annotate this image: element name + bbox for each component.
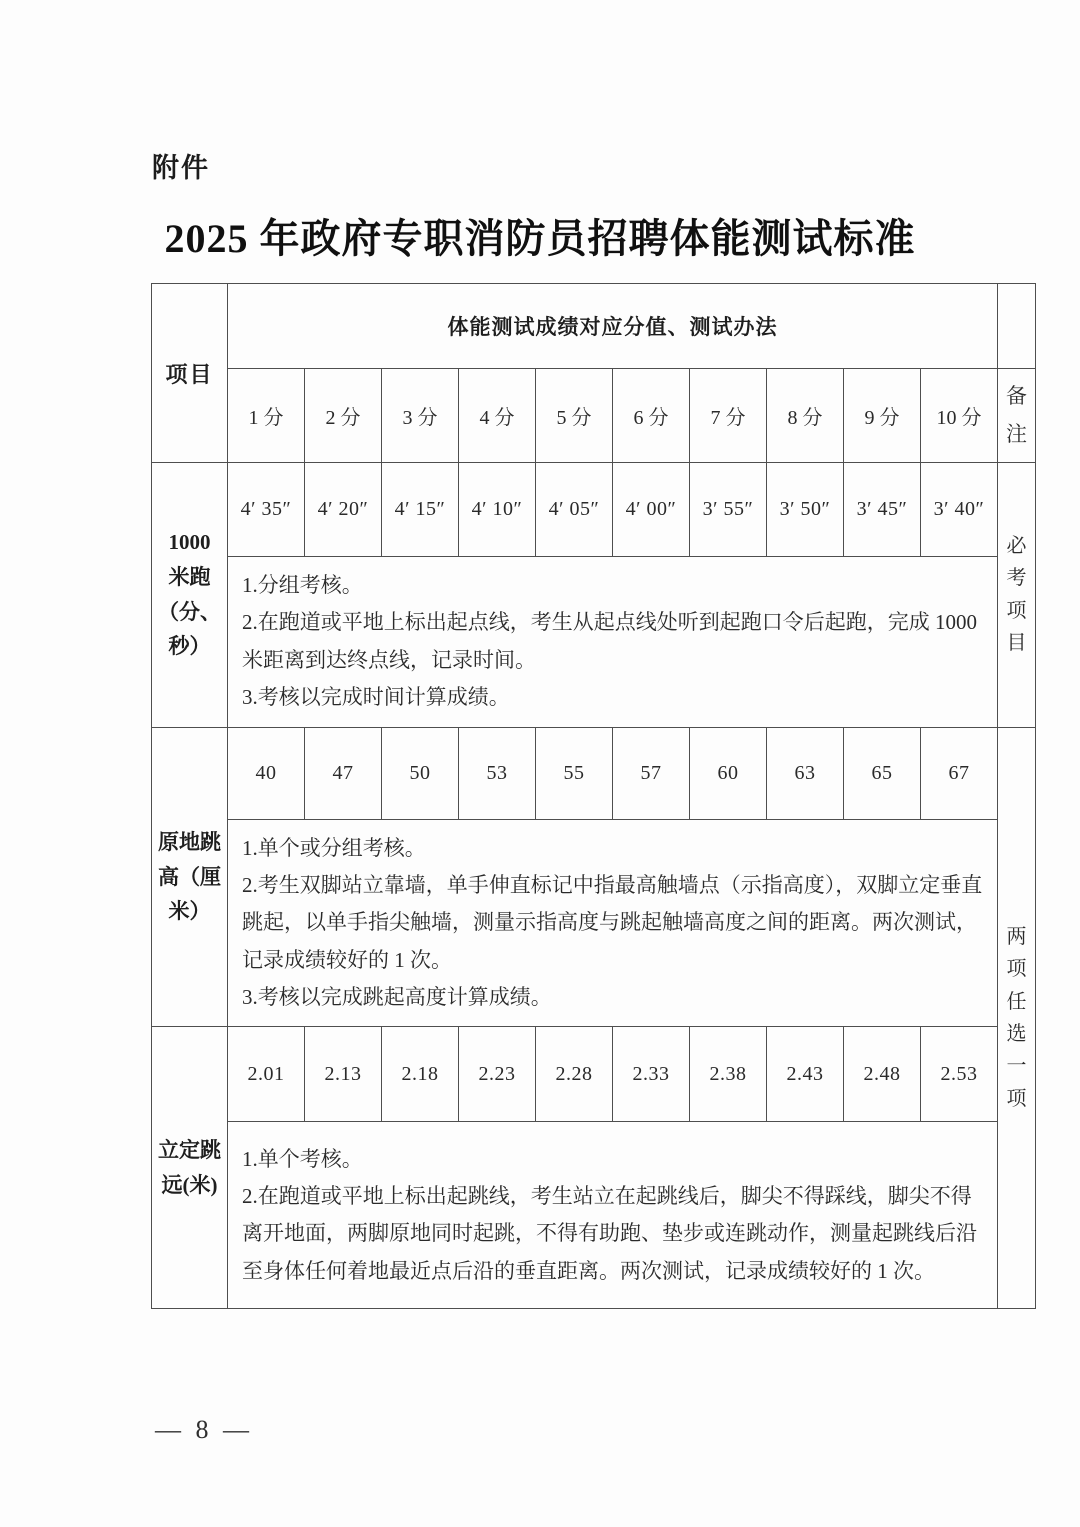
value-cell: 3′ 55″ (690, 463, 767, 557)
value-cell: 2.38 (690, 1027, 767, 1122)
value-cell: 4′ 15″ (382, 463, 459, 557)
value-cell: 4′ 05″ (536, 463, 613, 557)
attachment-label: 附件 (152, 153, 210, 183)
value-cell: 47 (305, 727, 382, 819)
table-row-longjump-method (152, 1122, 1036, 1309)
score-header-cell: 4 分 (459, 369, 536, 463)
value-cell: 4′ 35″ (228, 463, 305, 557)
value-cell: 2.18 (382, 1027, 459, 1122)
value-cell: 2.23 (459, 1027, 536, 1122)
page-number: — 8 — (155, 1415, 253, 1444)
remark-header-label: 备注 (1005, 383, 1027, 446)
remark-cell-mandatory (998, 463, 1036, 728)
value-cell: 2.48 (844, 1027, 921, 1122)
table-row-jump-method (152, 819, 1036, 1027)
method-cell-vertical-jump: 1.单个或分组考核。 2.考生双脚站立靠墙，单手伸直标记中指最高触墙点（示指高度），双脚立定垂直跳起，以单手指尖触墙，测量示指高度与跳起触墙高度之间的距离。两次测试，记录成绩较好的 1 次。 3.考核以完成跳起高度计算成绩。 (228, 819, 998, 1027)
value-cell: 3′ 40″ (921, 463, 998, 557)
table-row-jump-values (152, 727, 1036, 819)
method-cell-standing-long-jump: 1.单个考核。 2.在跑道或平地上标出起跳线，考生站立在起跳线后，脚尖不得踩线，脚尖不得离开地面，两脚原地同时起跳，不得有助跑、垫步或连跳动作，测量起跳线后沿至身体任何着地最近点后沿的垂直距离。两次测试，记录成绩较好的 1 次。 (228, 1122, 998, 1309)
table-header-row-top (152, 284, 1036, 369)
value-cell: 2.13 (305, 1027, 382, 1122)
table-header-row-scores (152, 369, 1036, 463)
main-header-cell: 体能测试成绩对应分值、测试办法 (228, 284, 998, 369)
value-cell: 67 (921, 727, 998, 819)
method-cell-1000m-run: 1.分组考核。 2.在跑道或平地上标出起点线，考生从起点线处听到起跑口令后起跑，完成 1000 米距离到达终点线，记录时间。 3.考核以完成时间计算成绩。 (228, 557, 998, 728)
value-cell: 4′ 20″ (305, 463, 382, 557)
item-cell-1000m-run: 1000 米跑 （分、 秒） (152, 463, 228, 728)
value-cell: 2.01 (228, 1027, 305, 1122)
value-cell: 60 (690, 727, 767, 819)
value-cell: 2.53 (921, 1027, 998, 1122)
remark-mandatory-label: 必考项目 (1006, 534, 1027, 655)
value-cell: 2.33 (613, 1027, 690, 1122)
score-header-cell: 7 分 (690, 369, 767, 463)
value-cell: 2.43 (767, 1027, 844, 1122)
score-header-cell: 2 分 (305, 369, 382, 463)
value-cell: 53 (459, 727, 536, 819)
item-cell-standing-long-jump: 立定跳 远(米) (152, 1027, 228, 1309)
value-cell: 2.28 (536, 1027, 613, 1122)
value-cell: 3′ 45″ (844, 463, 921, 557)
remark-header-spacer-cell (998, 284, 1036, 369)
table-row-longjump-values (152, 1027, 1036, 1122)
fitness-standards-table (151, 283, 1036, 1309)
score-header-cell: 6 分 (613, 369, 690, 463)
score-header-cell: 10 分 (921, 369, 998, 463)
score-header-cell: 8 分 (767, 369, 844, 463)
value-cell: 50 (382, 727, 459, 819)
table-row-run-values (152, 463, 1036, 557)
page-title: 2025 年政府专职消防员招聘体能测试标准 (164, 216, 916, 261)
remark-cell-choose-one (998, 727, 1036, 1309)
corner-header-cell: 项目 (152, 284, 228, 463)
value-cell: 57 (613, 727, 690, 819)
remark-header-cell (998, 369, 1036, 463)
value-cell: 65 (844, 727, 921, 819)
score-header-cell: 1 分 (228, 369, 305, 463)
table-row-run-method (152, 557, 1036, 728)
value-cell: 4′ 00″ (613, 463, 690, 557)
remark-choose-one-label: 两项任选一项 (1006, 925, 1027, 1110)
item-cell-vertical-jump: 原地跳 高（厘 米） (152, 727, 228, 1027)
value-cell: 63 (767, 727, 844, 819)
value-cell: 40 (228, 727, 305, 819)
value-cell: 55 (536, 727, 613, 819)
value-cell: 3′ 50″ (767, 463, 844, 557)
value-cell: 4′ 10″ (459, 463, 536, 557)
score-header-cell: 5 分 (536, 369, 613, 463)
score-header-cell: 3 分 (382, 369, 459, 463)
score-header-cell: 9 分 (844, 369, 921, 463)
